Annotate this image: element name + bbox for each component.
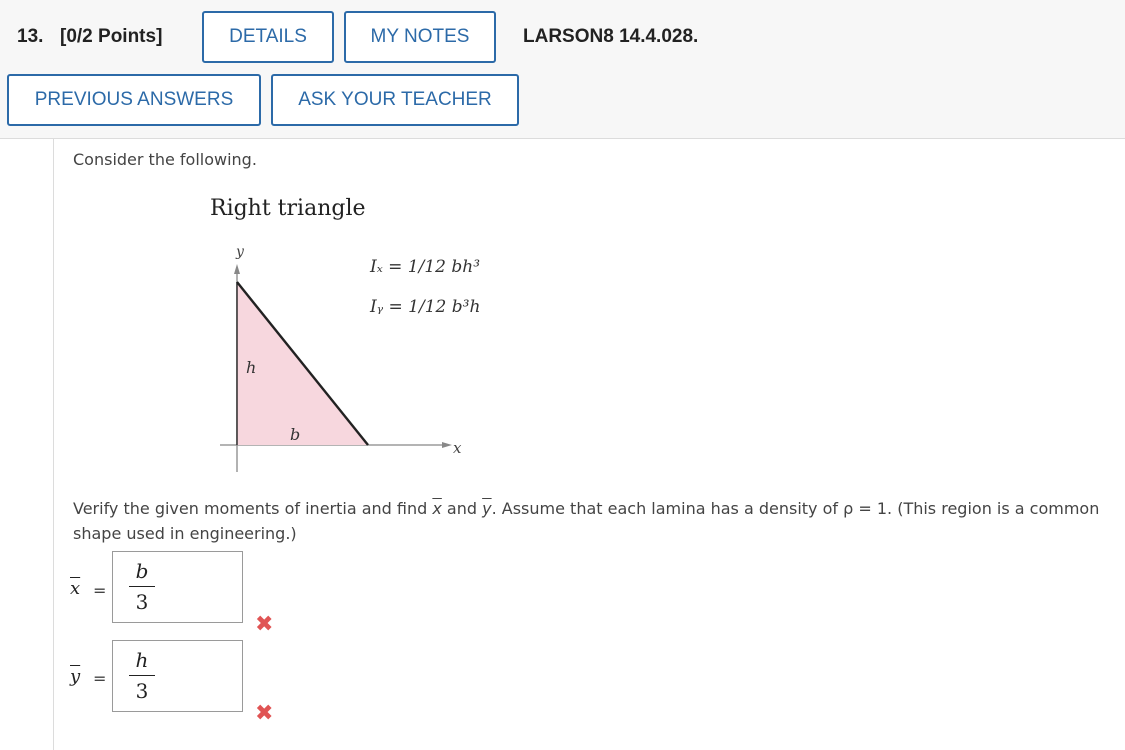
y-bar-answer-fraction (129, 647, 155, 704)
x-axis-arrow (442, 442, 452, 448)
x-bar-answer-label: $\overline{x}$ (70, 578, 81, 599)
figure-title: Right triangle (210, 196, 366, 221)
details-button[interactable]: DETAILS (202, 11, 334, 63)
y-axis-arrow (234, 264, 240, 274)
formula-iy: Iᵧ = 1/12 b³h (370, 297, 481, 317)
x-bar-numerator: b (135, 559, 149, 583)
x-bar-answer-field[interactable] (112, 551, 243, 623)
prompt-text: Consider the following. (73, 150, 257, 169)
problem-code: LARSON8 14.4.028. (523, 26, 699, 47)
y-axis-label: y (236, 244, 244, 260)
height-label: h (246, 358, 257, 377)
fraction-bar (129, 675, 155, 676)
base-label: b (290, 425, 301, 444)
question-text-after: . Assume that each lamina has a density of ρ = 1. (This region is a common shape used in engineering.) (73, 499, 1100, 543)
y-bar-equals: = (93, 669, 107, 688)
fraction-bar (129, 586, 155, 587)
y-bar-answer-field[interactable] (112, 640, 243, 712)
x-axis-label: x (453, 439, 462, 457)
my-notes-button[interactable]: MY NOTES (344, 11, 496, 63)
question-header (0, 0, 1125, 139)
y-bar-denominator: 3 (135, 679, 149, 703)
points-score: [0/2 Points] (60, 26, 163, 47)
ask-your-teacher-button[interactable]: ASK YOUR TEACHER (271, 74, 519, 126)
y-bar-symbol: $\overline{y}$ (482, 499, 492, 518)
x-mark-icon: ✖ (255, 612, 274, 637)
content-divider (53, 139, 54, 750)
question-and: and (441, 499, 483, 518)
x-bar-answer-fraction (129, 558, 155, 615)
right-triangle-figure (200, 190, 500, 480)
x-bar-equals: = (93, 581, 107, 600)
x-bar-denominator: 3 (135, 590, 149, 614)
question-text (73, 496, 1118, 546)
question-text-before: Verify the given moments of inertia and find (73, 499, 433, 518)
x-mark-icon: ✖ (255, 701, 274, 726)
triangle-diagram (200, 190, 500, 480)
question-number: 13. (17, 26, 44, 47)
y-bar-numerator: h (135, 648, 149, 672)
formula-ix: Iₓ = 1/12 bh³ (370, 257, 481, 277)
x-bar-symbol: $\overline{x}$ (432, 499, 442, 518)
previous-answers-button[interactable]: PREVIOUS ANSWERS (7, 74, 261, 126)
y-bar-answer-label: $\overline{y}$ (70, 666, 81, 687)
